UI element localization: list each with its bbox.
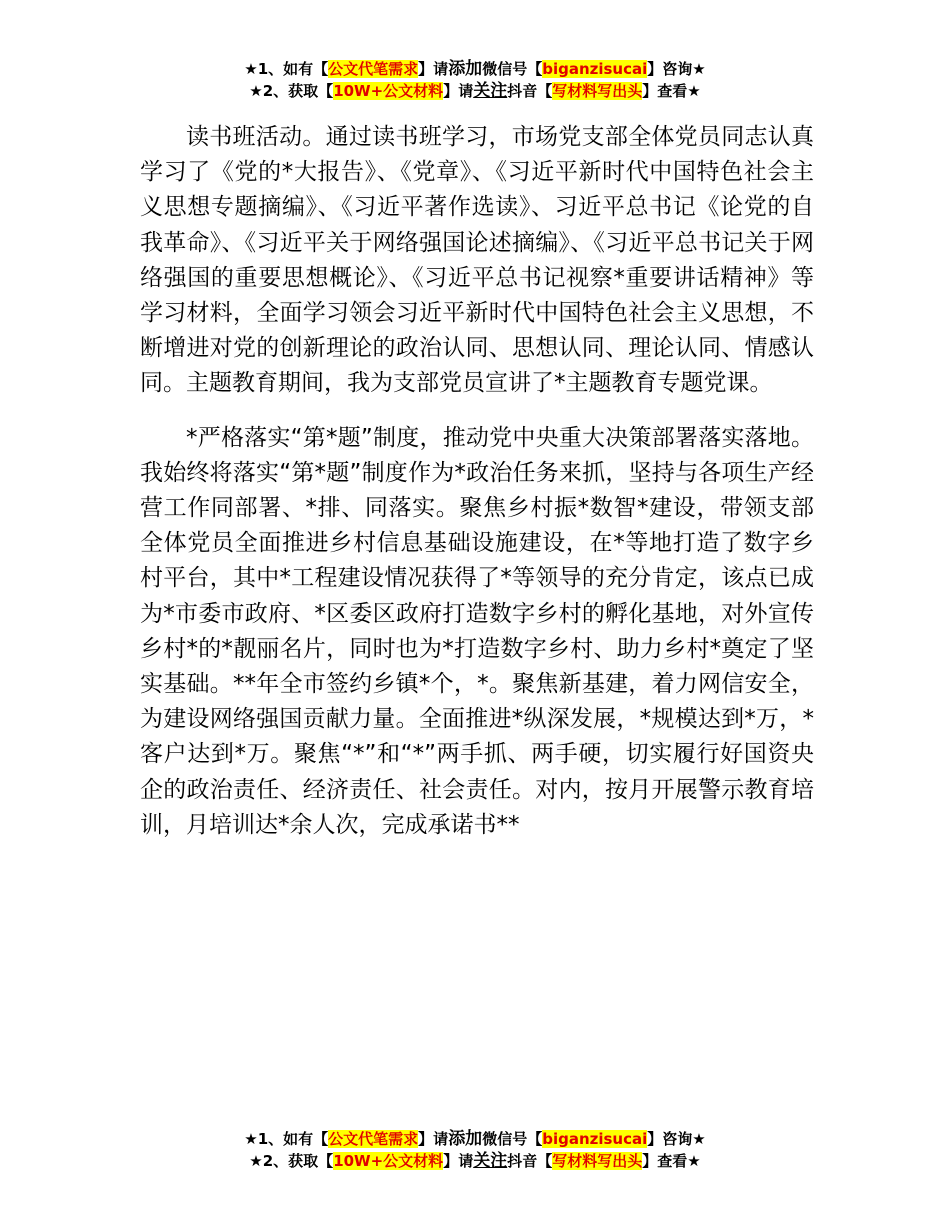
banner-text: 】请	[418, 60, 449, 78]
banner-text: 微信号【	[482, 1130, 543, 1148]
highlight-douyin-id: 写材料写出头	[552, 1152, 643, 1170]
highlight-materials: 10W+公文材料	[333, 1152, 444, 1170]
banner-text: 抖音【	[507, 82, 553, 100]
banner-line-1	[0, 1128, 950, 1150]
footer-banner	[0, 1128, 950, 1172]
paragraph: 读书班活动。通过读书班学习，市场党支部全体党员同志认真学习了《党的*大报告》、《党章》、《习近平新时代中国特色社会主义思想专题摘编》、《习近平著作选读》、习近平总书记《论党的自我革命》、《习近平关于网络强国论述摘编》、《习近平总书记关于网络强国的重要思想概论》、《习近平总书记视察*重要讲话精神》等学习材料，全面学习领会习近平新时代中国特色社会主义思想，不断增进对党的创新理论的政治认同、思想认同、理论认同、情感认同。主题教育期间，我为支部党员宣讲了*主题教育专题党课。	[140, 124, 814, 397]
banner-text: 】查看★	[642, 1152, 701, 1170]
banner-text: 抖音【	[507, 1152, 553, 1170]
banner-text: 】查看★	[642, 82, 701, 100]
banner-text: ★2、获取【	[249, 82, 334, 100]
banner-text: 】咨询★	[647, 60, 706, 78]
document-body	[140, 120, 814, 862]
header-banner	[0, 58, 950, 102]
banner-emphasis: 关注	[473, 1151, 508, 1171]
banner-text: ★1、如有【	[244, 60, 329, 78]
highlight-wechat-id: biganzisucai	[542, 1130, 648, 1148]
banner-line-1	[0, 58, 950, 80]
highlight-service: 公文代笔需求	[328, 60, 419, 78]
banner-emphasis: 关注	[473, 81, 508, 101]
highlight-wechat-id: biganzisucai	[542, 60, 648, 78]
banner-text: ★1、如有【	[244, 1130, 329, 1148]
paragraph: *严格落实“第*题”制度，推动党中央重大决策部署落实落地。我始终将落实“第*题”制度作为*政治任务来抓，坚持与各项生产经营工作同部署、*排、同落实。聚焦乡村振*数智*建设，带领支部全体党员全面推进乡村信息基础设施建设，在*等地打造了数字乡村平台，其中*工程建设情况获得了*等领导的充分肯定，该点已成为*市委市政府、*区委区政府打造数字乡村的孵化基地，对外宣传乡村*的*靓丽名片，同时也为*打造数字乡村、助力乡村*奠定了坚实基础。**年全市签约乡镇*个，*。聚焦新基建，着力网信安全，为建设网络强国贡献力量。全面推进*纵深发展，*规模达到*万，*客户达到*万。聚焦“*”和“*”两手抓、两手硬，切实履行好国资央企的政治责任、经济责任、社会责任。对内，按月开展警示教育培训，月培训达*余人次，完成承诺书**	[140, 424, 814, 838]
banner-text: ★2、获取【	[249, 1152, 334, 1170]
highlight-service: 公文代笔需求	[328, 1130, 419, 1148]
banner-text: 】请	[418, 1130, 449, 1148]
highlight-douyin-id: 写材料写出头	[552, 82, 643, 100]
banner-text: 微信号【	[482, 60, 543, 78]
banner-emphasis: 添加	[448, 59, 483, 79]
banner-line-2	[0, 80, 950, 102]
highlight-materials: 10W+公文材料	[333, 82, 444, 100]
banner-text: 】咨询★	[647, 1130, 706, 1148]
banner-text: 】请	[443, 1152, 474, 1170]
banner-text: 】请	[443, 82, 474, 100]
banner-line-2	[0, 1150, 950, 1172]
banner-emphasis: 添加	[448, 1129, 483, 1149]
